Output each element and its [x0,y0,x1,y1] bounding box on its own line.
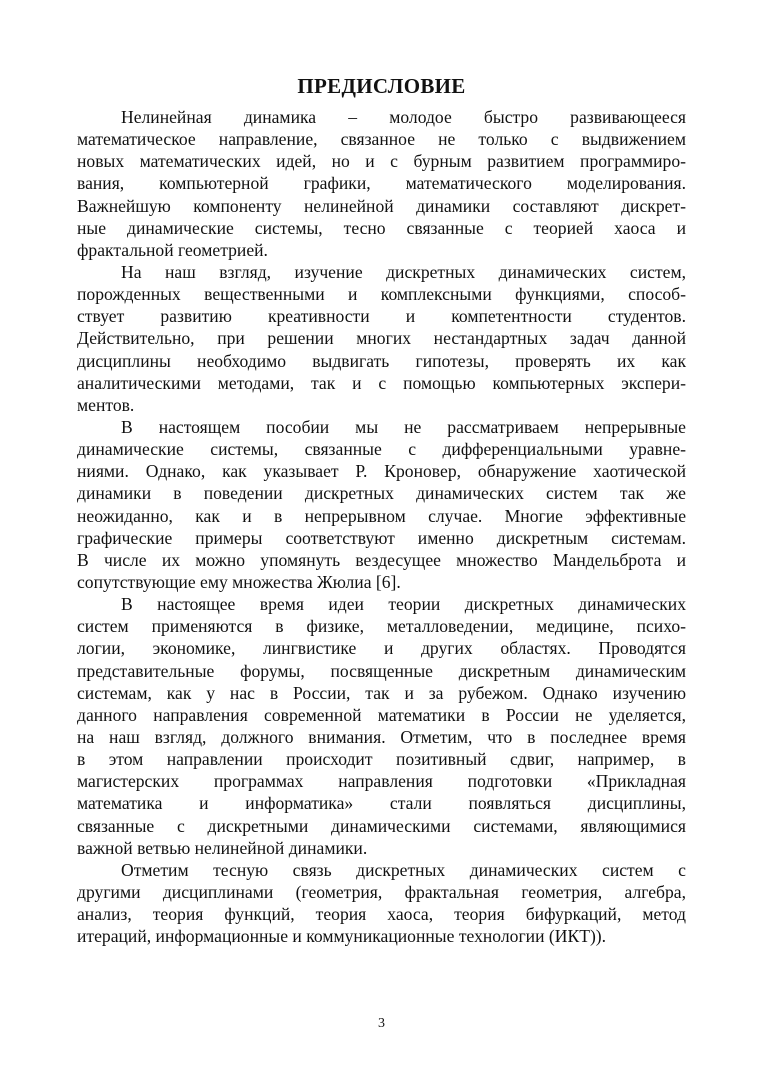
text-line: В настоящее время идеи теории дискретных динамических [121,594,686,615]
paragraph-5 [77,859,686,948]
text-line: динамики в поведении дискретных динамических систем так же [77,483,686,504]
text-line: математическое направление, связанное не только с выдвижением [77,129,686,150]
paragraph-4 [77,593,686,859]
text-line: ствует развитию креативности и компетентности студентов. [77,306,686,327]
text-line: новых математических идей, но и с бурным развитием программиро- [77,151,686,172]
text-line: представительные форумы, посвященные дискретным динамическим [77,660,686,681]
text-line: дисциплины необходимо выдвигать гипотезы, проверять их как [77,350,686,371]
text-line: ментов. [77,394,135,415]
text-line: Нелинейная динамика – молодое быстро развивающееся [121,107,686,127]
text-line: важной ветвью нелинейной динамики. [77,837,368,858]
text-line: анализ, теория функций, теория хаоса, теория бифуркаций, метод [77,904,686,925]
text-line: в этом направлении происходит позитивный сдвиг, например, в [77,749,686,770]
text-line: магистерских программах направления подготовки «Прикладная [77,771,686,792]
paragraph-1 [77,106,686,261]
text-line: аналитическими методами, так и с помощью компьютерных экспери- [77,372,686,393]
text-line: Отметим тесную связь дискретных динамических систем с [121,859,686,880]
text-line: логии, экономике, лингвистике и других областях. Проводятся [77,638,686,659]
text-line: данного направления современной математики в России не уделяется, [77,704,686,725]
page-title: ПРЕДИСЛОВИЕ [297,74,466,98]
text-line: ные динамические системы, тесно связанные с теорией хаоса и [77,217,686,238]
page-number: 3 [378,1016,385,1031]
text-line: другими дисциплинами (геометрия, фрактальная геометрия, алгебра, [77,881,686,902]
text-line: В настоящем пособии мы не рассматриваем непрерывные [121,416,686,437]
text-line: ниями. Однако, как указывает Р. Кроновер, обнаружение хаотической [77,461,686,482]
text-line: графические примеры соответствуют именно дискретным системам. [77,527,686,548]
text-line: математика и информатика» стали появляться дисциплины, [77,793,686,814]
body-text [77,106,686,947]
paragraph-2 [77,261,686,416]
text-line: В числе их можно упомянуть вездесущее множество Мандельброта и [77,549,686,570]
paragraph-3 [77,416,686,593]
text-line: На наш взгляд, изучение дискретных динамических систем, [121,261,686,282]
text-line: динамические системы, связанные с дифференциальными уравне- [77,439,686,460]
text-line: Важнейшую компоненту нелинейной динамики составляют дискрет- [77,195,686,216]
text-line: вания, компьютерной графики, математического моделирования. [77,173,686,194]
text-line: порожденных вещественными и комплексными функциями, способ- [77,284,686,305]
text-line: связанные с дискретными динамическими системами, являющимися [77,815,686,836]
text-line: неожиданно, как и в непрерывном случае. Многие эффективные [77,505,686,526]
text-line: системам, как у нас в России, так и за рубежом. Однако изучению [77,682,686,703]
text-line: систем применяются в физике, металловедении, медицине, психо- [77,616,686,637]
text-line: на наш взгляд, должного внимания. Отметим, что в последнее время [77,726,686,747]
text-line: Действительно, при решении многих нестандартных задач данной [77,328,686,349]
text-line: сопутствующие ему множества Жюлиа [6]. [77,571,401,592]
text-line: итераций, информационные и коммуникационные технологии (ИКТ)). [77,926,607,947]
text-line: фрактальной геометрией. [77,239,268,260]
